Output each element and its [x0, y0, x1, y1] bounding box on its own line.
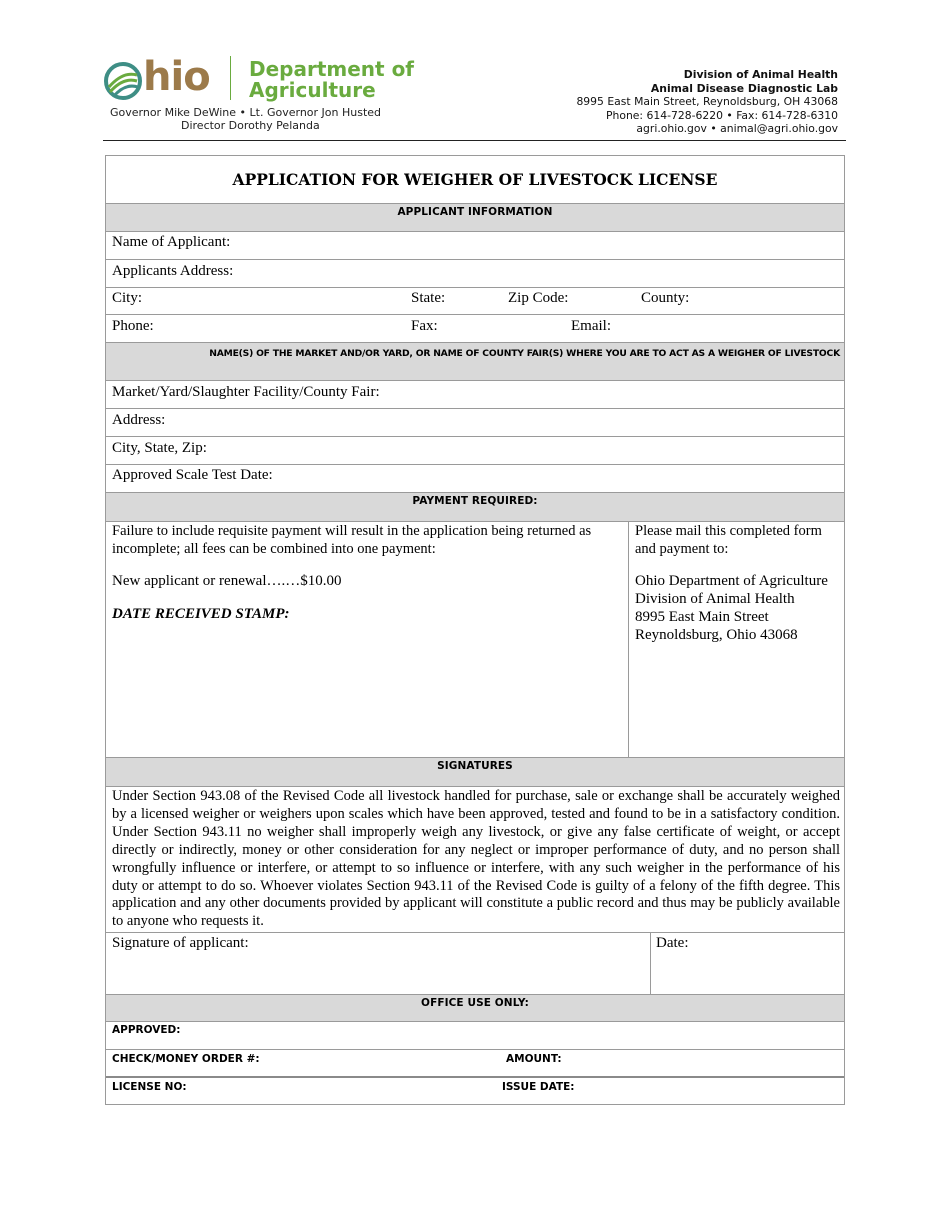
mail-instructions: Please mail this completed form and payment to: [635, 523, 822, 557]
office-section-heading: OFFICE USE ONLY: [421, 997, 529, 1009]
row-divider [106, 757, 844, 758]
row-divider [106, 932, 844, 933]
logo-divider [230, 56, 231, 100]
row-divider [106, 342, 844, 343]
zip-label: Zip Code: [508, 290, 569, 306]
address-label: Applicants Address: [112, 263, 234, 279]
state-label: State: [411, 290, 446, 306]
name-input-area[interactable] [246, 232, 841, 259]
license-no-label: LICENSE NO: [112, 1081, 187, 1093]
row-divider [106, 521, 844, 522]
amount-label: AMOUNT: [506, 1053, 562, 1065]
mail-city: Reynoldsburg, Ohio 43068 [635, 627, 798, 643]
ohio-logo-text: hio [143, 54, 210, 100]
issue-date-label: ISSUE DATE: [502, 1081, 575, 1093]
lab-name: Animal Disease Diagnostic Lab [650, 81, 838, 95]
mail-org: Ohio Department of Agriculture [635, 573, 828, 589]
facility-label: Market/Yard/Slaughter Facility/County Fair: [112, 384, 380, 400]
row-divider [106, 1021, 844, 1022]
row-divider [106, 1076, 844, 1078]
department-name-line1: Department of [249, 57, 415, 81]
signature-input-area[interactable] [112, 956, 642, 990]
application-form [105, 155, 845, 1105]
date-received-stamp-label: DATE RECEIVED STAMP: [112, 606, 290, 622]
ohio-logo [101, 54, 216, 104]
name-label: Name of Applicant: [112, 234, 231, 250]
header-rule [103, 140, 846, 141]
payment-column-divider [628, 521, 629, 757]
fee-line: New applicant or renewal….…$10.00 [112, 573, 342, 589]
city-state-zip-label: City, State, Zip: [112, 440, 207, 456]
applicant-section-heading: APPLICANT INFORMATION [397, 206, 553, 218]
header-phone-fax: Phone: 614-728-6220 • Fax: 614-728-6310 [605, 108, 838, 122]
row-divider [106, 408, 844, 409]
fax-label: Fax: [411, 318, 438, 334]
signatures-section-heading: SIGNATURES [437, 760, 513, 772]
signature-column-divider [650, 932, 651, 994]
facility-address-label: Address: [112, 412, 166, 428]
check-money-order-label: CHECK/MONEY ORDER #: [112, 1053, 260, 1065]
payment-section-heading: PAYMENT REQUIRED: [412, 495, 538, 507]
mail-street: 8995 East Main Street [635, 609, 769, 625]
row-divider [106, 287, 844, 288]
city-label: City: [112, 290, 143, 306]
email-label: Email: [571, 318, 611, 334]
row-divider [106, 464, 844, 465]
row-divider [106, 380, 844, 381]
legal-statement: Under Section 943.08 of the Revised Code all livestock handled for purchase, sale or exchange shall be accurately weighed by a licensed weigher or weighers upon scales which have been approved, tested and found to be in a satisfactory condition. Under Section 943.11 no weigher shall improperly weigh any livestock, or give any false certificate of weight, or accept directly or indirectly, money or other consideration for any neglect or improper performance of duty, and no person shall wrongfully influence or interfere, or attempt to so influence or interfere, with any such weigher in the performance of his duty or attempt to do so. Whoever violates Section 943.11 of the Revised Code is guilty of a felony of the fifth degree. This application and any other documents provided by applicant will constitute a public record and thus may be publicly available to anyone who requests it. [112, 788, 840, 930]
row-divider [106, 1049, 844, 1050]
phone-label: Phone: [112, 318, 154, 334]
scale-test-date-label: Approved Scale Test Date: [112, 467, 273, 483]
row-divider [106, 786, 844, 787]
officials-line1: Governor Mike DeWine • Lt. Governor Jon Husted [110, 106, 382, 119]
approved-label: APPROVED: [112, 1024, 181, 1036]
row-divider [106, 203, 844, 204]
payment-instructions: Failure to include requisite payment will result in the application being returned as incomplete; all fees can be combined into one payment: [112, 523, 592, 557]
header-address: 8995 East Main Street, Reynoldsburg, OH 43068 [576, 95, 838, 108]
form-title: APPLICATION FOR WEIGHER OF LIVESTOCK LICENSE [232, 170, 718, 189]
row-divider [106, 994, 844, 995]
header-contact-block [576, 68, 838, 136]
market-section-heading: NAME(S) OF THE MARKET AND/OR YARD, OR NAME OF COUNTY FAIR(S) WHERE YOU ARE TO ACT AS A WEIGHER OF LIVESTOCK [209, 348, 840, 359]
header-web-email: agri.ohio.gov • animal@agri.ohio.gov [636, 122, 838, 135]
row-divider [106, 436, 844, 437]
address-input-area[interactable] [246, 260, 841, 286]
row-divider [106, 492, 844, 493]
department-name-line2: Agriculture [249, 78, 376, 102]
ohio-o-emblem-icon [103, 61, 143, 101]
officials-line2: Director Dorothy Pelanda [181, 119, 320, 132]
date-input-area[interactable] [696, 934, 840, 990]
row-divider [106, 314, 844, 315]
date-label: Date: [656, 935, 689, 951]
mail-division: Division of Animal Health [635, 591, 795, 607]
county-label: County: [641, 290, 690, 306]
signature-label: Signature of applicant: [112, 935, 249, 951]
division-name: Division of Animal Health [683, 68, 838, 81]
